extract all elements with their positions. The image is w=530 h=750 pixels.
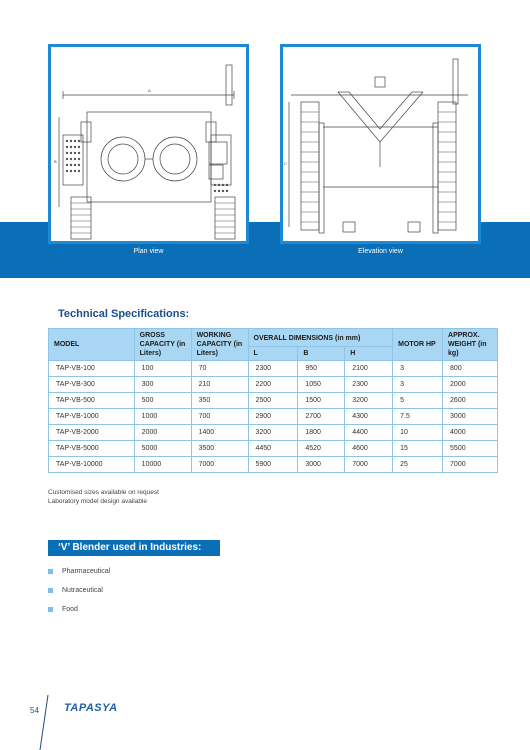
cell-l: 5900 bbox=[248, 457, 298, 473]
col-weight-header: APPROX. WEIGHT (in kg) bbox=[443, 329, 498, 361]
cell-l: 2500 bbox=[248, 393, 298, 409]
col-working-header: WORKING CAPACITY (in Liters) bbox=[191, 329, 248, 361]
cell-l: 4450 bbox=[248, 441, 298, 457]
specs-title: Technical Specifications: bbox=[58, 308, 190, 320]
cell-b: 4520 bbox=[298, 441, 345, 457]
cell-gross: 10000 bbox=[134, 457, 191, 473]
cell-gross: 2000 bbox=[134, 425, 191, 441]
cell-model: TAP-VB-5000 bbox=[49, 441, 135, 457]
cell-model: TAP-VB-1000 bbox=[49, 409, 135, 425]
cell-weight: 5500 bbox=[443, 441, 498, 457]
cell-b: 1800 bbox=[298, 425, 345, 441]
cell-model: TAP-VB-10000 bbox=[49, 457, 135, 473]
col-h-header: H bbox=[345, 347, 393, 361]
cell-motor: 3 bbox=[393, 377, 443, 393]
cell-h: 4600 bbox=[345, 441, 393, 457]
cell-gross: 100 bbox=[134, 361, 191, 377]
industry-label: Nutraceutical bbox=[62, 587, 103, 594]
plan-dim-b: B bbox=[54, 159, 57, 164]
cell-b: 950 bbox=[298, 361, 345, 377]
cell-h: 4300 bbox=[345, 409, 393, 425]
note-custom-sizes: Customised sizes available on request bbox=[48, 489, 159, 496]
elevation-view-caption: Elevation view bbox=[358, 248, 403, 255]
col-model-header: MODEL bbox=[49, 329, 135, 361]
page-number: 54 bbox=[30, 706, 39, 715]
industry-label: Food bbox=[62, 606, 78, 613]
cell-h: 3200 bbox=[345, 393, 393, 409]
col-overall-header: OVERALL DIMENSIONS (in mm) bbox=[248, 329, 393, 347]
cell-motor: 15 bbox=[393, 441, 443, 457]
cell-b: 1500 bbox=[298, 393, 345, 409]
cell-l: 3200 bbox=[248, 425, 298, 441]
cell-l: 2900 bbox=[248, 409, 298, 425]
cell-h: 7000 bbox=[345, 457, 393, 473]
cell-h: 4400 bbox=[345, 425, 393, 441]
plan-view-caption: Plan view bbox=[133, 248, 164, 255]
elevation-dim-c: C bbox=[284, 161, 287, 166]
cell-working: 210 bbox=[191, 377, 248, 393]
cell-model: TAP-VB-500 bbox=[49, 393, 135, 409]
cell-b: 2700 bbox=[298, 409, 345, 425]
col-b-header: B bbox=[298, 347, 345, 361]
cell-h: 2300 bbox=[345, 377, 393, 393]
cell-working: 700 bbox=[191, 409, 248, 425]
industries-title: ‘V’ Blender used in Industries: bbox=[58, 542, 202, 553]
cell-gross: 300 bbox=[134, 377, 191, 393]
cell-weight: 800 bbox=[443, 361, 498, 377]
cell-model: TAP-VB-100 bbox=[49, 361, 135, 377]
col-gross-header: GROSS CAPACITY (in Liters) bbox=[134, 329, 191, 361]
cell-working: 350 bbox=[191, 393, 248, 409]
cell-weight: 2000 bbox=[443, 377, 498, 393]
cell-motor: 10 bbox=[393, 425, 443, 441]
cell-gross: 5000 bbox=[134, 441, 191, 457]
cell-working: 7000 bbox=[191, 457, 248, 473]
cell-model: TAP-VB-300 bbox=[49, 377, 135, 393]
cell-l: 2200 bbox=[248, 377, 298, 393]
cell-weight: 4000 bbox=[443, 425, 498, 441]
cell-b: 3000 bbox=[298, 457, 345, 473]
cell-motor: 7.5 bbox=[393, 409, 443, 425]
cell-motor: 5 bbox=[393, 393, 443, 409]
cell-weight: 2600 bbox=[443, 393, 498, 409]
cell-weight: 3000 bbox=[443, 409, 498, 425]
note-lab-model: Laboratory model design available bbox=[48, 498, 148, 505]
cell-motor: 25 bbox=[393, 457, 443, 473]
cell-working: 1400 bbox=[191, 425, 248, 441]
cell-gross: 1000 bbox=[134, 409, 191, 425]
cell-b: 1050 bbox=[298, 377, 345, 393]
industry-label: Pharmaceutical bbox=[62, 568, 111, 575]
col-l-header: L bbox=[248, 347, 298, 361]
cell-motor: 3 bbox=[393, 361, 443, 377]
company-logo: TAPASYA bbox=[64, 702, 118, 714]
cell-h: 2100 bbox=[345, 361, 393, 377]
cell-weight: 7000 bbox=[443, 457, 498, 473]
plan-dim-a: A bbox=[148, 88, 151, 93]
col-motor-header: MOTOR HP bbox=[393, 329, 443, 361]
cell-working: 3500 bbox=[191, 441, 248, 457]
cell-model: TAP-VB-2000 bbox=[49, 425, 135, 441]
cell-working: 70 bbox=[191, 361, 248, 377]
cell-l: 2300 bbox=[248, 361, 298, 377]
cell-gross: 500 bbox=[134, 393, 191, 409]
